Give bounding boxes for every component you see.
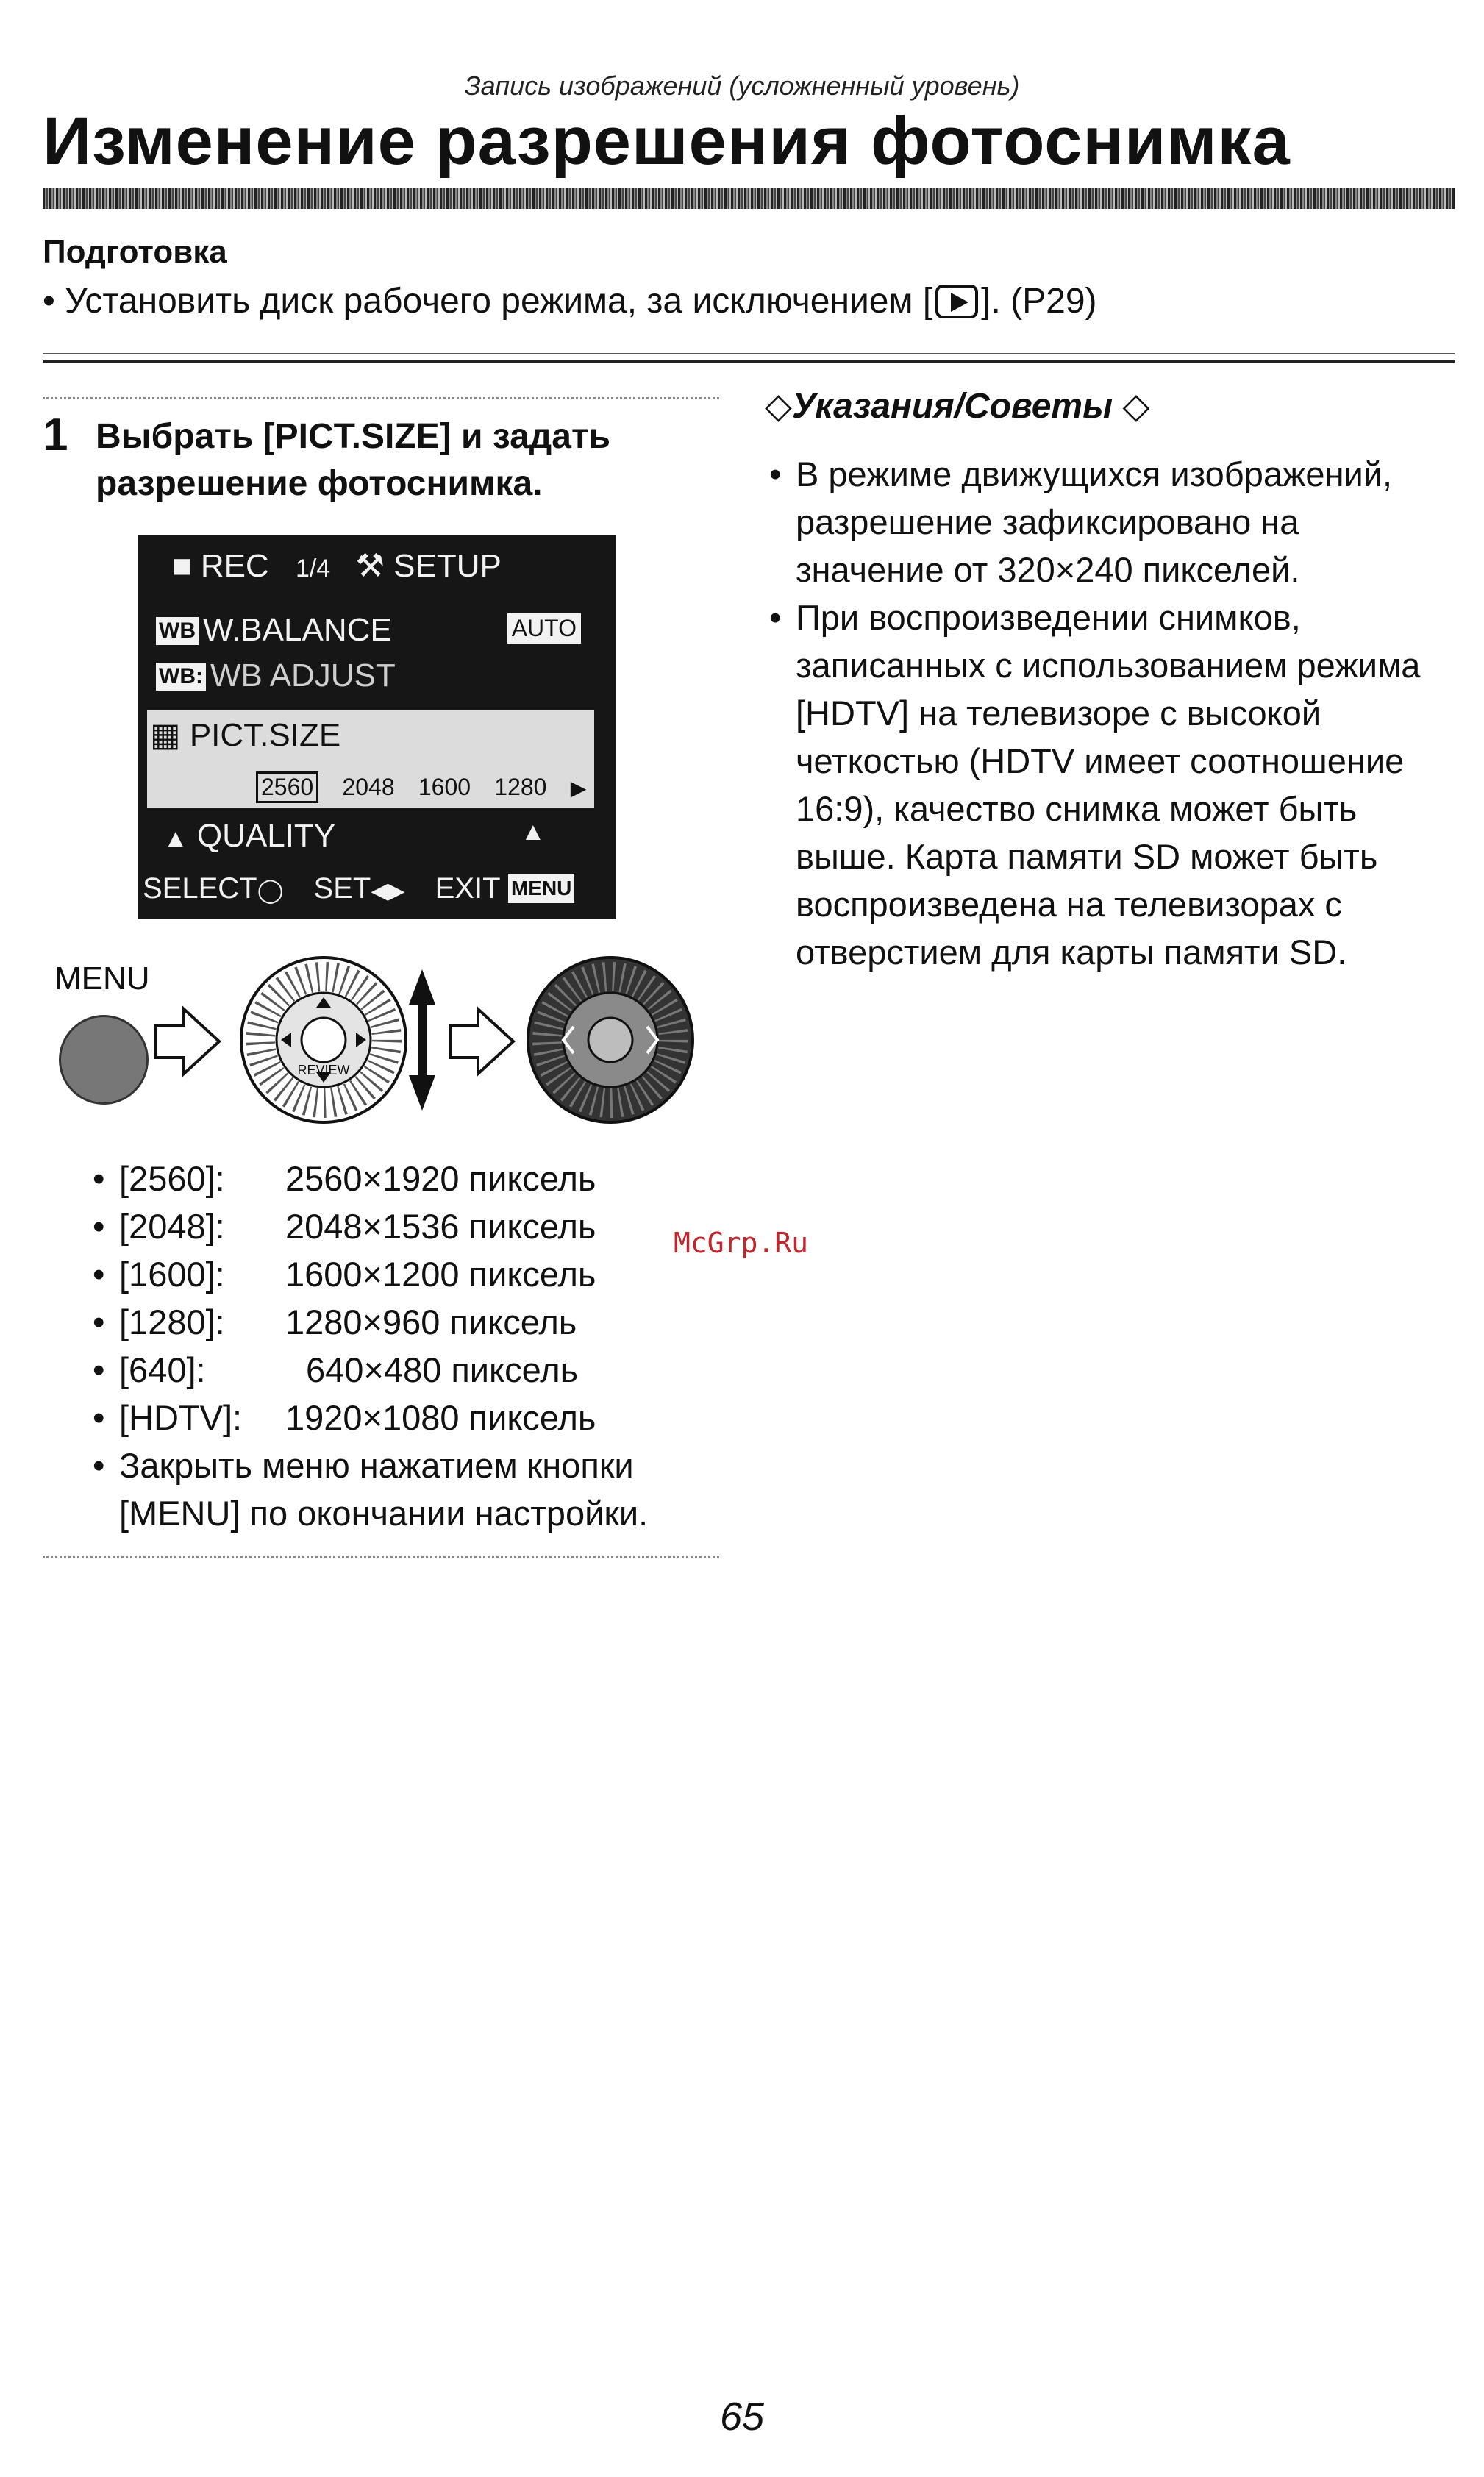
- menu-button-icon: [59, 1015, 149, 1105]
- block-arrow-right-icon: [156, 1009, 219, 1074]
- lcd-tab-page: 1/4: [295, 555, 331, 582]
- left-right-arrow-icon: ◀▶: [371, 879, 405, 903]
- wb-icon: WB: [156, 617, 199, 645]
- tip-item: • При воспроизведении снимков, записанных с использованием режима [HDTV] на телевизоре с высокой четкостью (HDTV имеет соотношение 16:9), качество снимка может быть выше. Карта памяти SD может быть воспроизведена на телевизорах с отверстием для карты памяти SD.: [769, 594, 1446, 976]
- size-list: [93, 1155, 752, 1537]
- lcd-row-wbadjust: [156, 657, 396, 694]
- step-text: Выбрать [PICT.SIZE] и задать разрешение фотоснимка.: [96, 417, 610, 503]
- lcd-option-2560: 2560: [256, 771, 318, 803]
- cursor-dial-pressed-icon: [528, 958, 693, 1122]
- preparation-text: [43, 281, 1097, 321]
- page-title: Изменение разрешения фотоснимка: [43, 104, 1291, 179]
- preparation-text-before: • Установить диск рабочего режима, за исключением [: [43, 282, 933, 321]
- preparation-rule: [43, 353, 1455, 363]
- lcd-size-options: [256, 766, 586, 803]
- lcd-wb-adjust: WB ADJUST: [210, 657, 396, 694]
- block-arrow-right-icon: [450, 1009, 513, 1074]
- lcd-row-pict-size: [150, 716, 340, 754]
- lcd-option-1600: 1600: [418, 774, 471, 800]
- lcd-w-balance: W.BALANCE: [202, 612, 392, 648]
- cursor-dial-icon: [241, 958, 406, 1122]
- tips-heading: [765, 385, 1149, 427]
- list-item: • [2048]: 2048×1536 пиксель: [93, 1202, 752, 1250]
- list-item: • [1280]: 1280×960 пиксель: [93, 1298, 752, 1346]
- lcd-footer: [143, 872, 574, 905]
- lcd-tab-rec: REC: [200, 548, 269, 584]
- close-menu-note: • Закрыть меню нажатием кнопки [MENU] по окончании настройки.: [93, 1441, 752, 1537]
- camera-menu-screen: [138, 535, 616, 919]
- setup-icon: ⚒: [355, 548, 385, 584]
- scroll-right-icon: ▶: [570, 777, 587, 799]
- lcd-option-1280: 1280: [494, 774, 547, 800]
- controls-illustration: [147, 953, 706, 1130]
- list-item: • [1600]: 1600×1200 пиксель: [93, 1250, 752, 1298]
- lcd-exit: EXIT: [435, 872, 500, 905]
- tip-item: • В режиме движущихся изображений, разрешение зафиксировано на значение от 320×240 пикселей.: [769, 450, 1446, 594]
- tips-heading-text: Указания/Советы: [791, 387, 1113, 426]
- up-down-arrow-icon: [409, 969, 435, 1111]
- step-bottom-divider: [43, 1556, 719, 1558]
- lcd-tab-setup: SETUP: [393, 548, 502, 584]
- lcd-row-wbalance: [156, 612, 392, 649]
- dial-label: REVIEW: [297, 1063, 350, 1077]
- preparation-heading: Подготовка: [43, 234, 227, 270]
- list-item: • [640]: 640×480 пиксель: [93, 1346, 752, 1394]
- lcd-pict-size: PICT.SIZE: [189, 717, 341, 753]
- list-item: • [2560]: 2560×1920 пиксель: [93, 1155, 752, 1202]
- quality-icon: ▲: [163, 824, 188, 852]
- quality-value-icon: ▲: [521, 818, 546, 846]
- watermark: McGrp.Ru: [674, 1227, 809, 1259]
- lcd-select: SELECT: [143, 872, 257, 905]
- step-number: 1: [43, 410, 68, 460]
- play-icon: [935, 285, 978, 318]
- lcd-quality: QUALITY: [196, 818, 336, 854]
- lcd-tab-row: [172, 547, 502, 585]
- diamond-icon: ◇: [1122, 387, 1150, 426]
- title-rule: [43, 188, 1455, 209]
- menu-label: MENU: [54, 960, 150, 997]
- diamond-icon: ◇: [765, 387, 792, 426]
- lcd-w-balance-value: AUTO: [507, 613, 581, 644]
- preparation-text-after: ]. (P29): [981, 282, 1097, 321]
- wb-adjust-icon: WB:: [156, 663, 206, 691]
- tips-list: [769, 450, 1446, 976]
- lcd-pict-size-band: [147, 710, 594, 808]
- select-dial-icon: ◯: [257, 877, 284, 903]
- section-label: Запись изображений (усложненный уровень): [464, 71, 1020, 101]
- lcd-row-quality: [163, 818, 335, 855]
- lcd-option-2048: 2048: [342, 774, 395, 800]
- pict-size-icon: ▦: [150, 717, 181, 753]
- page-number: 65: [719, 2395, 765, 2439]
- camera-icon: ■: [172, 548, 192, 584]
- lcd-menu-tag: MENU: [508, 874, 574, 903]
- list-item: • [HDTV]: 1920×1080 пиксель: [93, 1394, 752, 1441]
- lcd-set: SET: [313, 872, 371, 905]
- step-top-divider: [43, 397, 719, 399]
